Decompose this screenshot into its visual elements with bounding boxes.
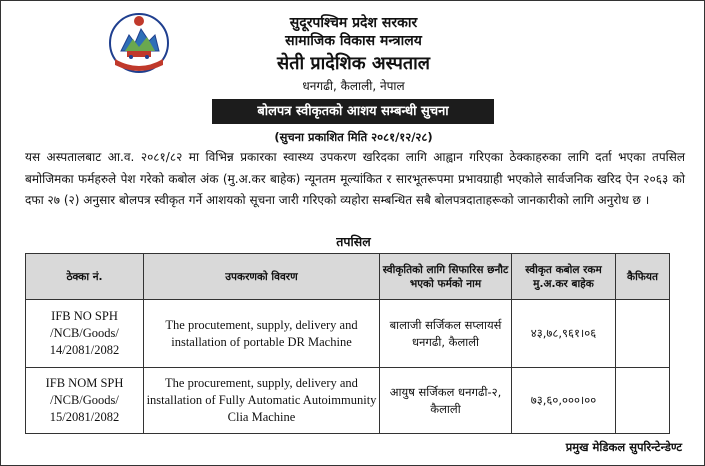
hospital-address: धनगढी, कैलाली, नेपाल: [302, 79, 405, 93]
col-header-firm: स्वीकृतिको लागि सिफारिस छनौट भएको फर्मको नाम: [380, 254, 512, 300]
table-header-row: [26, 254, 670, 300]
notice-title: बोलपत्र स्वीकृतको आशय सम्बन्धी सुचना: [212, 99, 494, 124]
signature: प्रमुख मेडिकल सुपरिन्टेन्डेण्ट: [565, 440, 682, 454]
col-header-description: उपकरणको विवरण: [144, 254, 380, 300]
description-cell: The procutement, supply, delivery and installation of portable DR Machine: [144, 300, 380, 368]
notice-body: यस अस्पतालबाट आ.व. २०८१/८२ मा विभिन्न प्रकारका स्वास्थ्य उपकरण खरिदका लागि आह्वान गरिएका ठेक्काहरुका लागि दर्ता भएका तपसिल बमोजिमका फर्महरुले पेश गरेको कबोल अंक (मु.अ.कर बाहेक) न्यूनतम मूल्यांकित र सारभूतरूपमा प्रभावग्राही भएकोले सार्वजनिक खरिद ऐन २०६३ को दफा २७ (२) अनुसार बोलपत्र स्वीकृत गर्ने आशयको सूचना जारी गरिएको व्यहोरा सम्बन्धित सबै बोलपत्रदाताहरूको जानकारीको लागि अनुरोध छ ।: [25, 150, 685, 207]
col-header-remarks: कैफियत: [616, 254, 670, 300]
amount-cell: ४३,७८,९६१।०६: [512, 300, 616, 368]
hospital-name: सेती प्रादेशिक अस्पताल: [277, 53, 430, 74]
publish-date: (सुचना प्रकाशित मिति २०८१/१२/२८): [274, 130, 433, 144]
firm-cell: बालाजी सर्जिकल सप्लायर्स धनगढी, कैलाली: [380, 300, 512, 368]
description-cell: The procurement, supply, delivery and installation of Fully Automatic Autoimmunity Clia Machine: [144, 368, 380, 434]
firm-cell: आयुष सर्जिकल धनगढी-२, कैलाली: [380, 368, 512, 434]
amount-cell: ७३,६०,०००।००: [512, 368, 616, 434]
table-row: [26, 300, 670, 368]
table-row: [26, 368, 670, 434]
remarks-cell: [616, 300, 670, 368]
ministry-name: सामाजिक विकास मन्त्रालय: [285, 33, 422, 49]
col-header-contract-no: ठेक्का नं.: [26, 254, 144, 300]
contract-no-cell: IFB NO SPH /NCB/Goods/ 14/2081/2082: [26, 300, 144, 368]
remarks-cell: [616, 368, 670, 434]
contract-no-cell: IFB NOM SPH /NCB/Goods/ 15/2081/2082: [26, 368, 144, 434]
government-name: सुदूरपश्चिम प्रदेश सरकार: [289, 15, 418, 31]
schedule-heading: तपसिल: [336, 234, 371, 249]
contracts-table: [25, 253, 670, 434]
col-header-amount: स्वीकृत कबोल रकम मु.अ.कर बाहेक: [512, 254, 616, 300]
